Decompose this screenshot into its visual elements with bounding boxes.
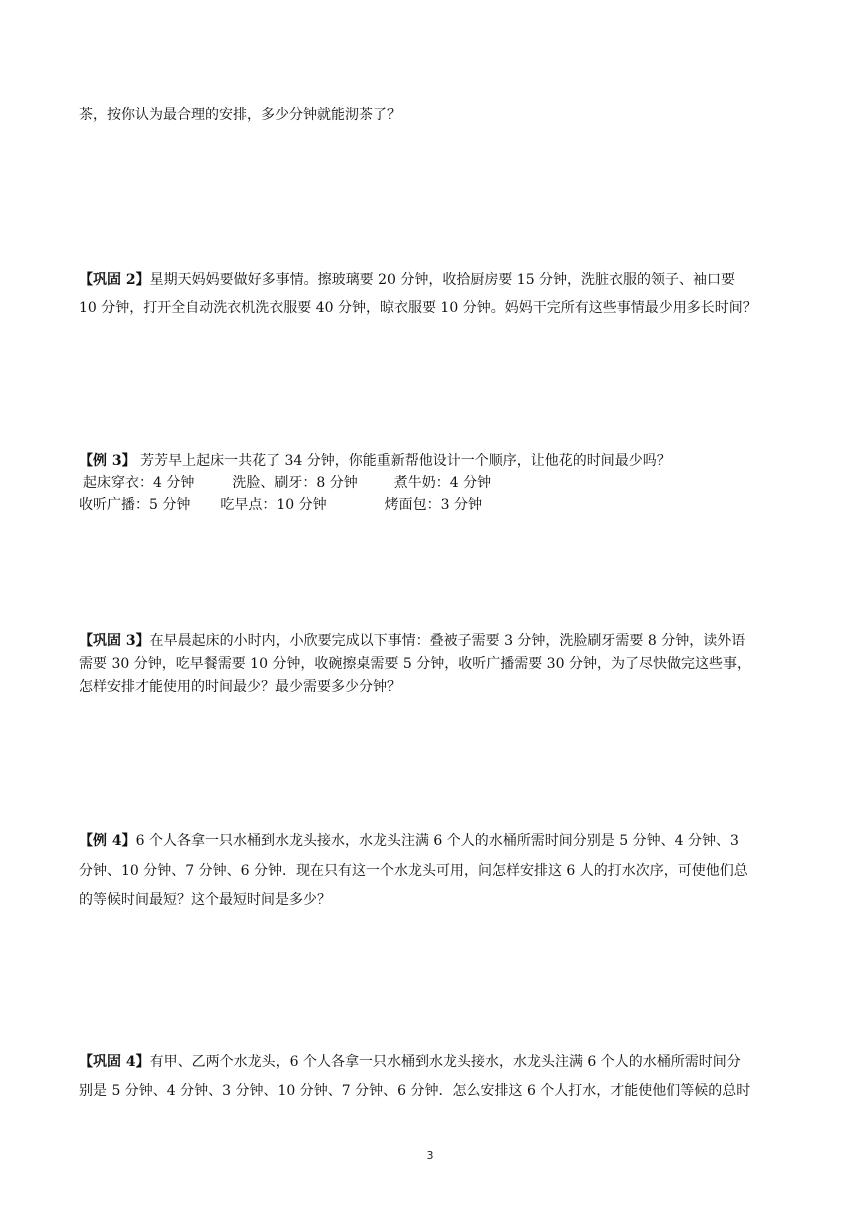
li3-tag: 【例 3】	[79, 453, 136, 469]
li3-item: 吃早点：10 分钟	[220, 497, 327, 513]
gonggu3-text-1: 在早晨起床的小时内，小欣要完成以下事情：叠被子需要 3 分钟，洗脸刷牙需要 8 分钟，读外语	[149, 633, 746, 649]
li3-items-row-2	[79, 495, 482, 515]
gonggu3-text-2: 需要 30 分钟，吃早餐需要 10 分钟，收碗擦桌需要 5 分钟，收听广播需要 30 分钟，为了尽快做完这些事，	[79, 656, 751, 672]
gonggu4-text-2: 别是 5 分钟、4 分钟、3 分钟、10 分钟、7 分钟、6 分钟．怎么安排这 6 个人打水，才能使他们等候的总时	[79, 1083, 751, 1099]
gonggu3-line-1	[79, 631, 745, 651]
li4-text-3: 的等候时间最短？这个最短时间是多少？	[79, 892, 331, 908]
page-number: 3	[426, 1149, 434, 1162]
li3-text-1: 芳芳早上起床一共花了 34 分钟，你能重新帮他设计一个顺序，让他花的时间最少吗？	[135, 453, 671, 469]
gonggu4-line-2	[79, 1081, 750, 1101]
li4-line-1	[79, 831, 739, 851]
gonggu2-tag: 【巩固 2】	[79, 272, 150, 288]
gonggu4-text-1: 有甲、乙两个水龙头，6 个人各拿一只水桶到水龙头接水，水龙头注满 6 个人的水桶所需时间分	[149, 1054, 741, 1070]
li4-text-1: 6 个人各拿一只水桶到水龙头接水，水龙头注满 6 个人的水桶所需时间分别是 5 分钟、4 分钟、3	[135, 833, 739, 849]
li4-text-2: 分钟、10 分钟、7 分钟、6 分钟．现在只有这一个水龙头可用，问怎样安排这 6 人的打水次序，可使他们总	[79, 863, 748, 879]
gonggu3-line-3	[79, 677, 401, 697]
li4-line-2	[79, 861, 748, 881]
gonggu2-text-2: 10 分钟，打开全自动洗衣机洗衣服要 40 分钟，晾衣服要 10 分钟。妈妈干完所有这些事情最少用多长时间？	[79, 300, 757, 316]
continuation-line-1: 茶，按你认为最合理的安排，多少分钟就能沏茶了？	[79, 107, 401, 123]
gonggu2-line-1	[79, 270, 735, 290]
li3-item: 起床穿衣：4 分钟	[83, 475, 195, 491]
gonggu2-text-1: 星期天妈妈要做好多事情。擦玻璃要 20 分钟，收拾厨房要 15 分钟，洗脏衣服的领子、袖口要	[149, 272, 736, 288]
li3-item: 收听广播：5 分钟	[79, 497, 191, 513]
gonggu3-text-3: 怎样安排才能使用的时间最少？最少需要多少分钟？	[79, 679, 401, 695]
gonggu3-line-2	[79, 654, 751, 674]
li4-tag: 【例 4】	[79, 833, 136, 849]
gonggu3-tag: 【巩固 3】	[79, 633, 150, 649]
li4-line-3	[79, 890, 331, 910]
li3-line-1	[79, 451, 671, 471]
gonggu4-line-1	[79, 1052, 741, 1072]
gonggu4-tag: 【巩固 4】	[79, 1054, 150, 1070]
li3-item: 煮牛奶：4 分钟	[393, 475, 492, 491]
li3-item: 烤面包：3 分钟	[384, 497, 482, 513]
li3-items-row-1	[83, 473, 491, 493]
li3-item: 洗脸、刷牙：8 分钟	[232, 475, 358, 491]
gonggu2-line-2	[79, 298, 757, 318]
